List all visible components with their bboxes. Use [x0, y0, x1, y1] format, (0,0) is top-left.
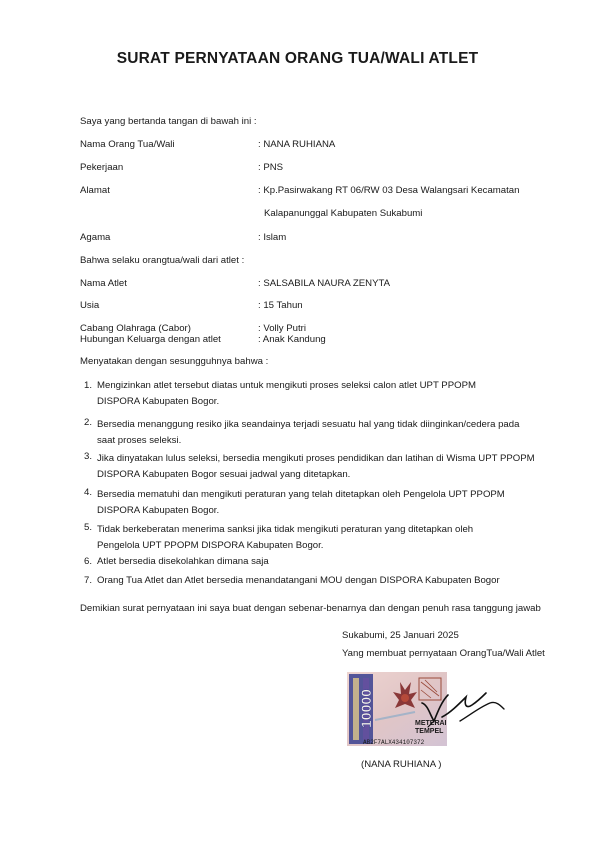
statement-line: Atlet bersedia disekolahkan dimana saja	[97, 556, 269, 567]
stamp-label-line1: METERAI	[415, 720, 447, 727]
statement-line: Bersedia mematuhi dan mengikuti peraturan yang telah ditetapkan oleh Pengelola UPT PPOPM	[97, 489, 505, 500]
statement-line: DISPORA Kabupaten Bogor.	[97, 505, 220, 516]
statement-item	[97, 522, 547, 554]
handwritten-signature	[420, 675, 510, 735]
statement-line: DISPORA Kabupaten Bogor.	[97, 396, 220, 407]
athlete-age-label: Usia	[80, 300, 100, 311]
statement-item	[97, 573, 547, 589]
parent-job-label: Pekerjaan	[80, 162, 124, 173]
closing-paragraph: Demikian surat pernyataan ini saya buat dengan sebenar-benarnya dan dengan penuh rasa tanggung jawab	[80, 603, 541, 614]
signer-name: (NANA RUHIANA )	[361, 759, 442, 770]
parent-religion-value: : Islam	[258, 232, 287, 243]
parent-religion-label: Agama	[80, 232, 111, 243]
statement-number: 4.	[84, 487, 93, 498]
athlete-name-value: : SALSABILA NAURA ZENYTA	[258, 278, 391, 289]
guardian-intro-text: Bahwa selaku orangtua/wali dari atlet :	[80, 255, 245, 266]
statement-line: Pengelola UPT PPOPM DISPORA Kabupaten Bogor.	[97, 540, 324, 551]
athlete-age-value: : 15 Tahun	[258, 300, 303, 311]
stamp-amount: 10000	[358, 689, 374, 728]
parent-address-label: Alamat	[80, 185, 110, 196]
statement-number: 1.	[84, 380, 93, 391]
athlete-relation-value: : Anak Kandung	[258, 334, 326, 345]
statement-line: DISPORA Kabupaten Bogor sesuai jadwal yang ditetapkan.	[97, 469, 351, 480]
statement-item	[97, 378, 547, 410]
document-title: SURAT PERNYATAAN ORANG TUA/WALI ATLET	[116, 50, 479, 67]
statement-line: Tidak berkeberatan menerima sanksi jika tidak mengikuti peraturan yang ditetapkan oleh	[97, 524, 474, 535]
signer-role: Yang membuat pernyataan OrangTua/Wali Atlet	[342, 648, 545, 659]
statement-item	[97, 417, 547, 449]
statement-item	[97, 487, 547, 519]
statement-line: Mengizinkan atlet tersebut diatas untuk mengikuti proses seleksi calon atlet UPT PPOPM	[97, 380, 476, 391]
parent-name-value: : NANA RUHIANA	[258, 139, 336, 150]
statement-number: 2.	[84, 417, 93, 428]
statement-line: saat proses seleksi.	[97, 435, 182, 446]
athlete-name-label: Nama Atlet	[80, 278, 127, 289]
statement-line: Bersedia menanggung resiko jika seandainya terjadi sesuatu hal yang tidak diinginkan/cedera pada	[97, 419, 520, 430]
athlete-sport-value: : Volly Putri	[258, 323, 306, 334]
athlete-relation-label: Hubungan Keluarga dengan atlet	[80, 334, 221, 345]
place-date: Sukabumi, 25 Januari 2025	[342, 630, 459, 641]
parent-address-value-line1: : Kp.Pasirwakang RT 06/RW 03 Desa Walangsari Kecamatan	[258, 185, 520, 196]
intro-text: Saya yang bertanda tangan di bawah ini :	[80, 116, 257, 127]
statement-item	[97, 554, 547, 570]
parent-job-value: : PNS	[258, 162, 284, 173]
parent-address-value-line2: Kalapanunggal Kabupaten Sukabumi	[264, 208, 423, 219]
statement-number: 3.	[84, 451, 93, 462]
statement-line: Jika dinyatakan lulus seleksi, bersedia mengikuti proses pendidikan dan latihan di Wisma UPT PPOPM	[97, 453, 535, 464]
signature	[420, 675, 510, 735]
parent-name-label: Nama Orang Tua/Wali	[80, 139, 175, 150]
statement-line: Orang Tua Atlet dan Atlet bersedia menandatangani MOU dengan DISPORA Kabupaten Bogor	[97, 575, 500, 586]
stamp-serial: AB2F7ALX434107372	[363, 739, 425, 746]
declare-intro-text: Menyatakan dengan sesungguhnya bahwa :	[80, 356, 269, 367]
statement-number: 7.	[84, 575, 93, 586]
statement-number: 5.	[84, 522, 93, 533]
statement-number: 6.	[84, 556, 93, 567]
athlete-sport-label: Cabang Olahraga (Cabor)	[80, 323, 191, 334]
statement-item	[97, 451, 547, 483]
stamp-label-line2: TEMPEL	[415, 728, 444, 735]
